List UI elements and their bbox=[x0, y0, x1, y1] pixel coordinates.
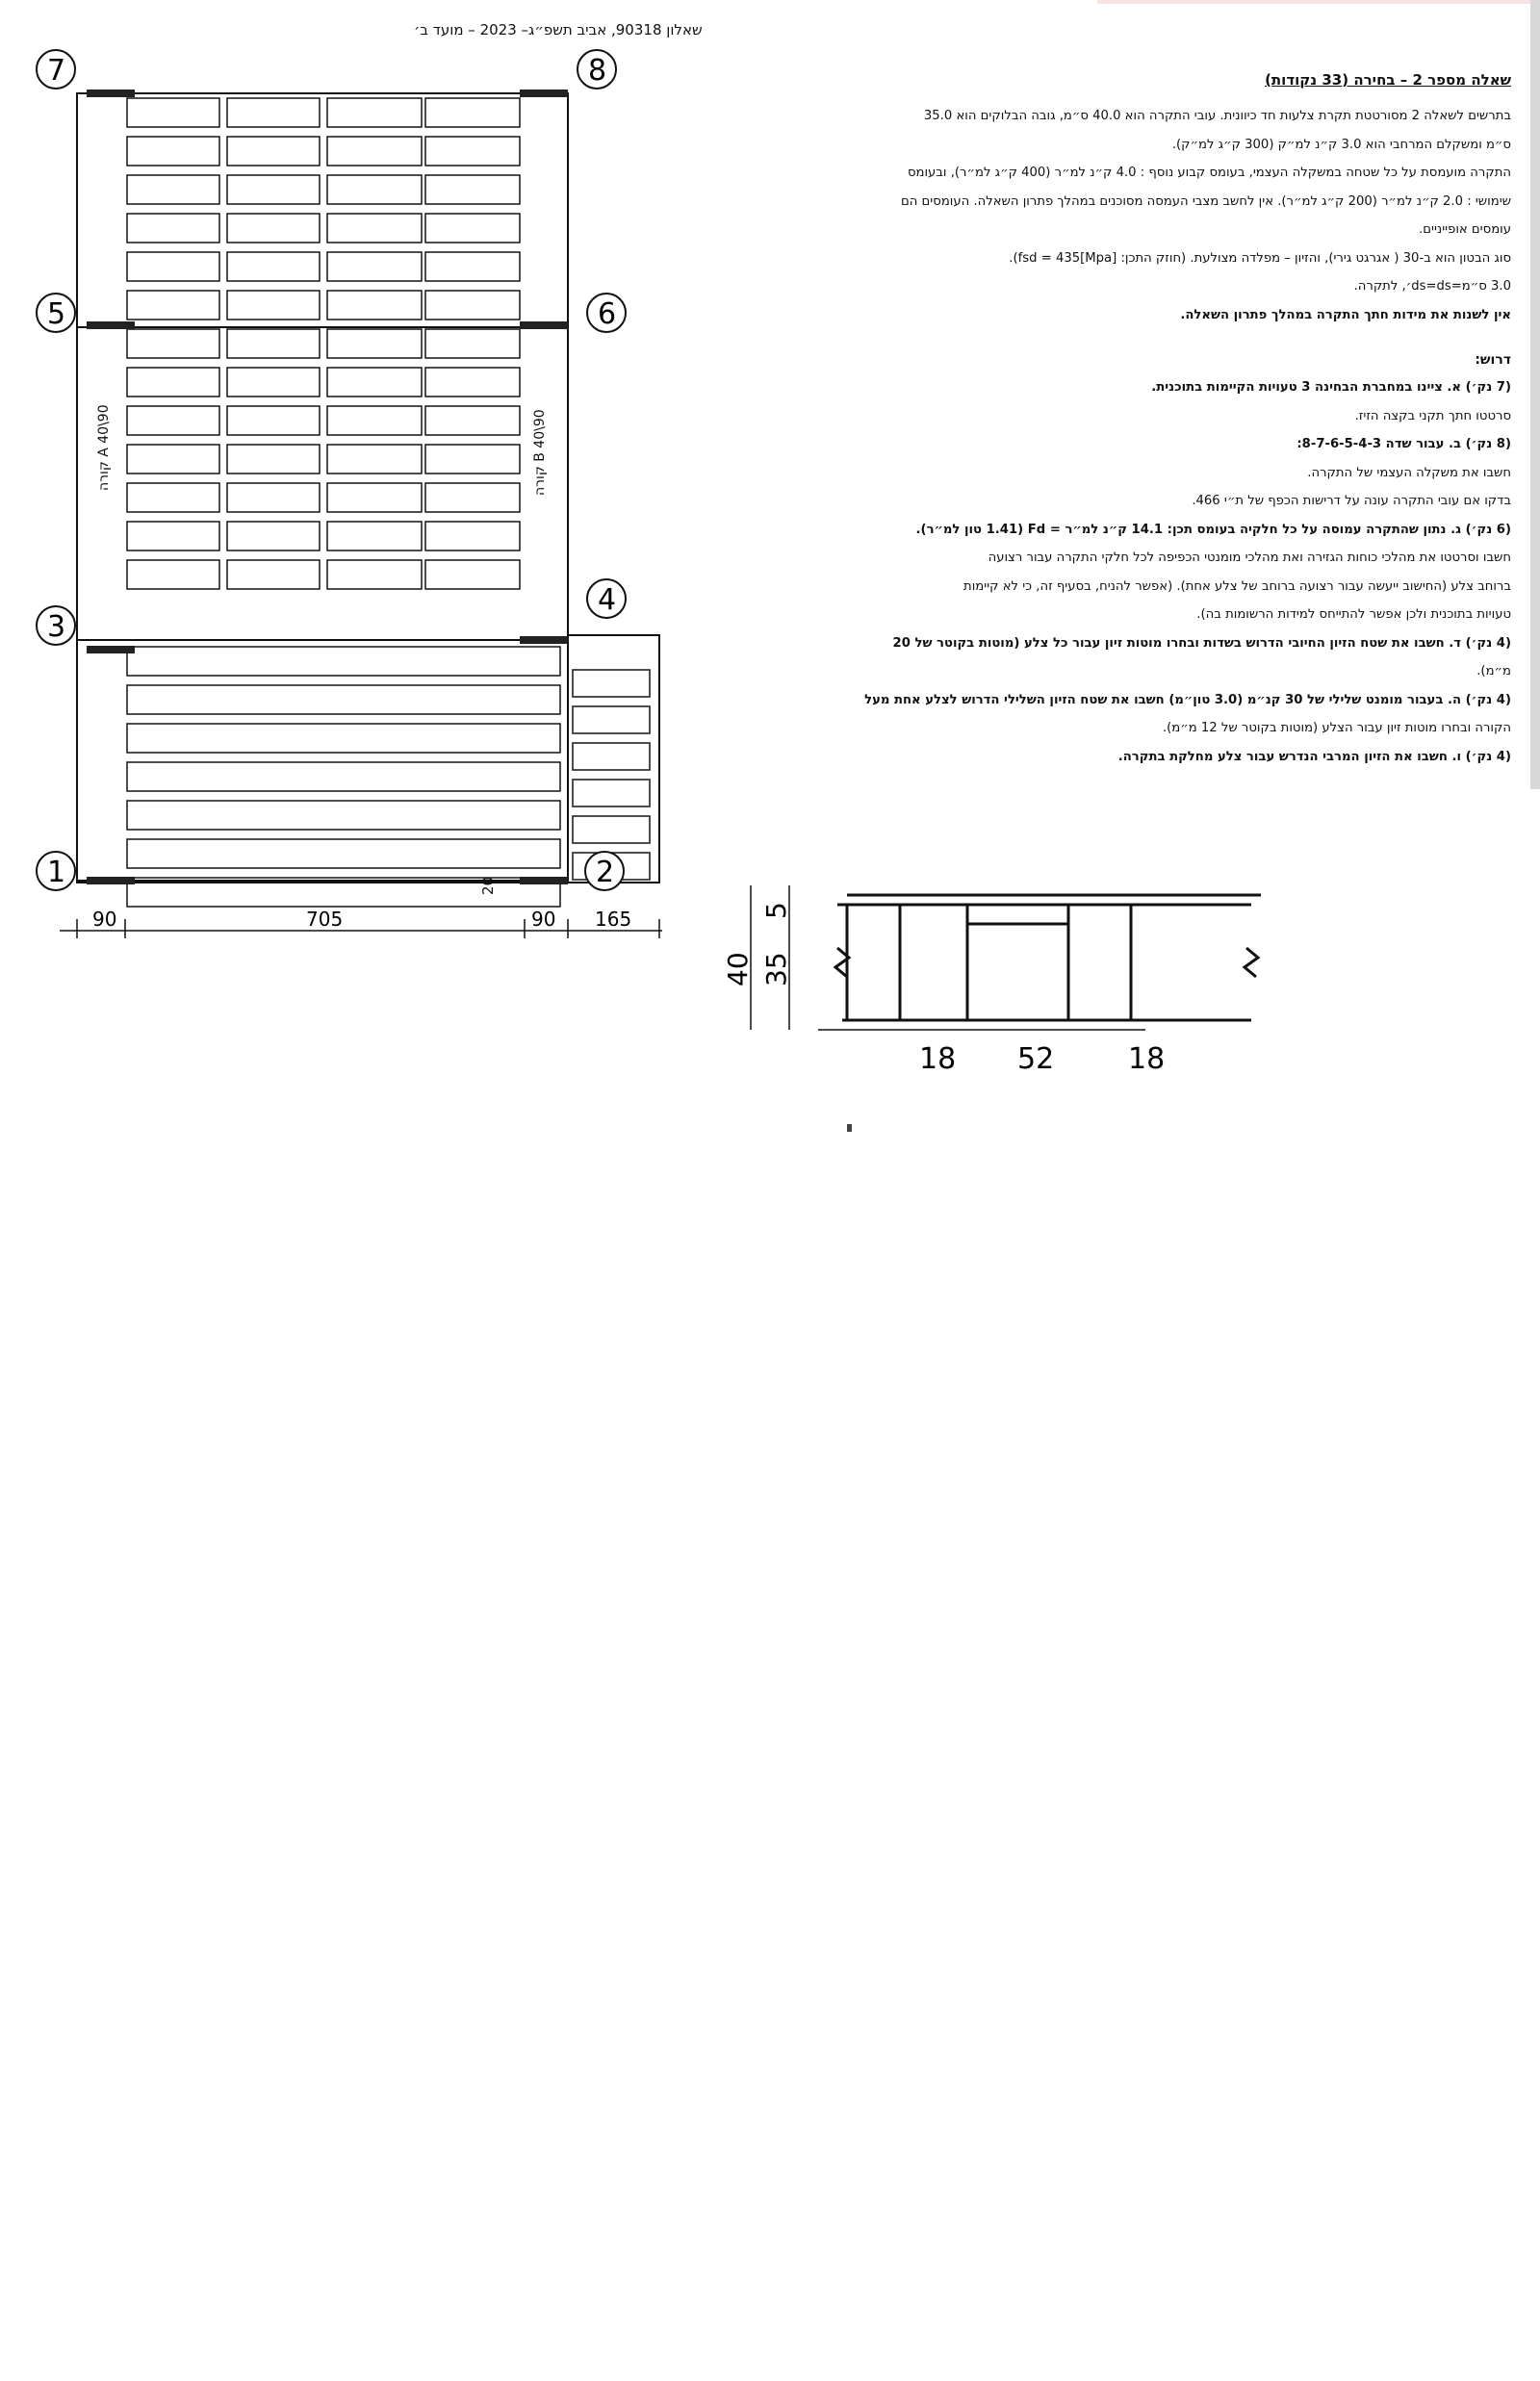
block bbox=[425, 252, 520, 281]
question-paragraph: התקרה מועמסת על כל שטחה במשקלה העצמי, בעומס קבוע נוסף : 4.0 ק״נ למ״ר (400 ק״ג למ״ר), ובעומס bbox=[907, 166, 1511, 180]
question-paragraph: 3.0 ס״מ=ds=ds׳, לתקרה. bbox=[1353, 279, 1511, 294]
block bbox=[425, 137, 520, 166]
question-paragraph: שימושי : 2.0 ק״נ למ״ר (200 ק״ג למ״ר). אין לחשב מצבי העמסה מסוכנים במהלך פתרון השאלה. העומסים הם bbox=[901, 193, 1511, 209]
block bbox=[127, 647, 560, 676]
dim-right-90: 90 bbox=[531, 908, 556, 931]
block bbox=[127, 839, 560, 868]
block bbox=[327, 406, 422, 435]
block bbox=[425, 483, 520, 512]
section-dim-18-left: 18 bbox=[919, 1042, 957, 1076]
page-edge-shadow bbox=[1530, 0, 1540, 789]
required-item: ברוחב צלע (החישוב ייעשה עבור רצועה ברוחב של צלע אחת). (אפשר להניח, בסעיף זה, כי לא קיימות bbox=[963, 578, 1511, 594]
support-hatch bbox=[520, 636, 568, 644]
block bbox=[327, 98, 422, 127]
dim-left-90: 90 bbox=[92, 908, 117, 931]
block bbox=[573, 816, 650, 843]
block bbox=[425, 175, 520, 204]
block bbox=[327, 560, 422, 589]
block bbox=[227, 522, 320, 550]
block bbox=[227, 368, 320, 397]
block bbox=[227, 483, 320, 512]
block bbox=[227, 175, 320, 204]
support-hatch bbox=[87, 877, 135, 884]
section-dim-35: 35 bbox=[760, 952, 792, 986]
required-item: (4 נק׳) ד. חשבו את שטח הזיון החיובי הדרוש בשדות ובחרו מוטות זיון עבור כל צלע (מוטות בקוטר של 20 bbox=[892, 635, 1511, 651]
question-paragraph: בתרשים לשאלה 2 מסורטטת תקרת צלעות חד כיוונית. עובי התקרה הוא 40.0 ס״מ, גובה הבלוקים הוא 35.0 bbox=[923, 109, 1511, 123]
block bbox=[127, 560, 219, 589]
top-accent-bar bbox=[1097, 0, 1540, 4]
block bbox=[425, 560, 520, 589]
question-paragraph: אין לשנות את מידות חתך התקרה במהלך פתרון השאלה. bbox=[1180, 307, 1511, 322]
beam-a-label: קורה A 40\90 bbox=[96, 404, 112, 491]
dim-165: 165 bbox=[595, 908, 632, 931]
block bbox=[127, 329, 219, 358]
exam-header: שאלון 90318, אביב תשפ״ג– 2023 – מועד ב׳ bbox=[414, 21, 703, 38]
block bbox=[327, 329, 422, 358]
block bbox=[327, 252, 422, 281]
block bbox=[227, 329, 320, 358]
axis-label-6: 6 bbox=[598, 297, 617, 331]
block bbox=[425, 98, 520, 127]
required-item: (8 נק׳) ב. עבור שדה 8-7-6-5-4-3: bbox=[1296, 437, 1511, 451]
question-paragraph: ס״מ ומשקלם המרחבי הוא 3.0 ק״נ למ״ק (300 ק״ג למ״ק). bbox=[1171, 137, 1511, 152]
block bbox=[127, 175, 219, 204]
block bbox=[327, 214, 422, 243]
block bbox=[227, 252, 320, 281]
block bbox=[227, 214, 320, 243]
required-item: סרטטו חתך תקני בקצה הזיז. bbox=[1354, 408, 1511, 423]
block bbox=[327, 368, 422, 397]
support-hatch bbox=[520, 90, 568, 97]
block bbox=[127, 801, 560, 830]
block bbox=[573, 670, 650, 697]
required-item: (4 נק׳) ו. חשבו את הזיון המרבי הנדרש עבור צלע מחלקת בתקרה. bbox=[1117, 749, 1511, 764]
scan-mark bbox=[847, 1124, 852, 1132]
axis-label-2: 2 bbox=[596, 856, 615, 889]
block bbox=[127, 137, 219, 166]
block bbox=[127, 214, 219, 243]
section-dim-18-right: 18 bbox=[1128, 1042, 1166, 1076]
block bbox=[327, 175, 422, 204]
axis-label-1: 1 bbox=[47, 856, 66, 889]
block bbox=[127, 291, 219, 320]
support-hatch bbox=[87, 321, 135, 329]
question-title: שאלה מספר 2 – בחירה (33 נקודות) bbox=[1265, 71, 1511, 89]
block bbox=[425, 329, 520, 358]
axis-label-8: 8 bbox=[588, 54, 607, 88]
required-item: (4 נק׳) ה. בעבור מומנט שלילי של 30 קנ״מ (3.0 טון״מ) חשבו את שטח הזיון השלילי הדרוש לצלע אחת מעל bbox=[864, 692, 1511, 707]
block bbox=[573, 743, 650, 770]
axis-label-7: 7 bbox=[47, 54, 66, 88]
block bbox=[425, 445, 520, 474]
block bbox=[227, 98, 320, 127]
cantilever-outline bbox=[568, 635, 659, 883]
block bbox=[327, 483, 422, 512]
block bbox=[327, 137, 422, 166]
block bbox=[573, 706, 650, 733]
block bbox=[425, 522, 520, 550]
support-hatch bbox=[87, 90, 135, 97]
block bbox=[127, 685, 560, 714]
required-item: (6 נק׳) ג. נתון שהתקרה עמוסה על כל חלקיה בעומס תכן: 14.1 ק״נ למ״ר = Fd (1.41 טון למ״ר). bbox=[915, 522, 1511, 537]
block bbox=[227, 406, 320, 435]
block bbox=[227, 137, 320, 166]
block bbox=[127, 522, 219, 550]
block bbox=[425, 214, 520, 243]
section-dim-40: 40 bbox=[722, 952, 754, 986]
required-item: (7 נק׳) א. ציינו במחברת הבחינה 3 טעויות הקיימות בתוכנית. bbox=[1151, 380, 1511, 395]
question-paragraph: עומסים אופייניים. bbox=[1419, 222, 1511, 237]
section-dim-5: 5 bbox=[760, 902, 792, 919]
block bbox=[425, 406, 520, 435]
block bbox=[327, 522, 422, 550]
block bbox=[127, 98, 219, 127]
block bbox=[425, 291, 520, 320]
axis-label-5: 5 bbox=[47, 297, 66, 331]
required-item: מ״מ). bbox=[1476, 664, 1511, 678]
required-item: הקורה ובחרו מוטות זיון עבור הצלע (מוטות בקוטר של 12 מ״מ). bbox=[1162, 721, 1511, 735]
required-item: טעויות בתוכנית ולכן אפשר להתייחס למידות הרשומות בה). bbox=[1196, 607, 1511, 622]
section-dim-52: 52 bbox=[1017, 1042, 1055, 1076]
required-label: דרוש: bbox=[1475, 352, 1511, 368]
axis-label-4: 4 bbox=[598, 583, 617, 617]
axis-label-3: 3 bbox=[47, 610, 66, 644]
block bbox=[127, 406, 219, 435]
required-item: בדקו אם עובי התקרה עונה על דרישות הכפף של ת״י 466. bbox=[1192, 494, 1511, 508]
block-outline bbox=[967, 924, 1068, 1020]
slab-outline bbox=[77, 93, 568, 883]
support-hatch bbox=[87, 646, 135, 653]
block bbox=[127, 724, 560, 753]
question-paragraph: סוג הבטון הוא ב-30 ( אגרגט גירי), והזיון – מפלדה מצולעת. (חוזק התכן: fsd = 435[Mpa]). bbox=[1009, 250, 1511, 266]
dim-20-label: 20 bbox=[479, 876, 497, 895]
support-hatch bbox=[520, 877, 568, 884]
block bbox=[573, 780, 650, 806]
block bbox=[127, 762, 560, 791]
block bbox=[127, 368, 219, 397]
dim-705: 705 bbox=[306, 908, 344, 931]
rib-section-drawing bbox=[722, 885, 1261, 1116]
block bbox=[127, 252, 219, 281]
block bbox=[227, 291, 320, 320]
required-item: חשבו את משקלה העצמי של התקרה. bbox=[1307, 465, 1511, 480]
floor-plan-drawing bbox=[0, 0, 732, 962]
beam-b-label: קורה B 40\90 bbox=[532, 409, 548, 496]
block bbox=[127, 483, 219, 512]
required-item: חשבו וסרטטו את מהלכי כוחות הגזירה ואת מהלכי מומנטי הכפיפה לכל חלקי התקרה עבור רצועה bbox=[988, 550, 1511, 565]
block bbox=[127, 445, 219, 474]
block bbox=[327, 445, 422, 474]
block bbox=[227, 560, 320, 589]
block bbox=[425, 368, 520, 397]
block bbox=[227, 445, 320, 474]
block bbox=[327, 291, 422, 320]
support-hatch bbox=[520, 321, 568, 329]
